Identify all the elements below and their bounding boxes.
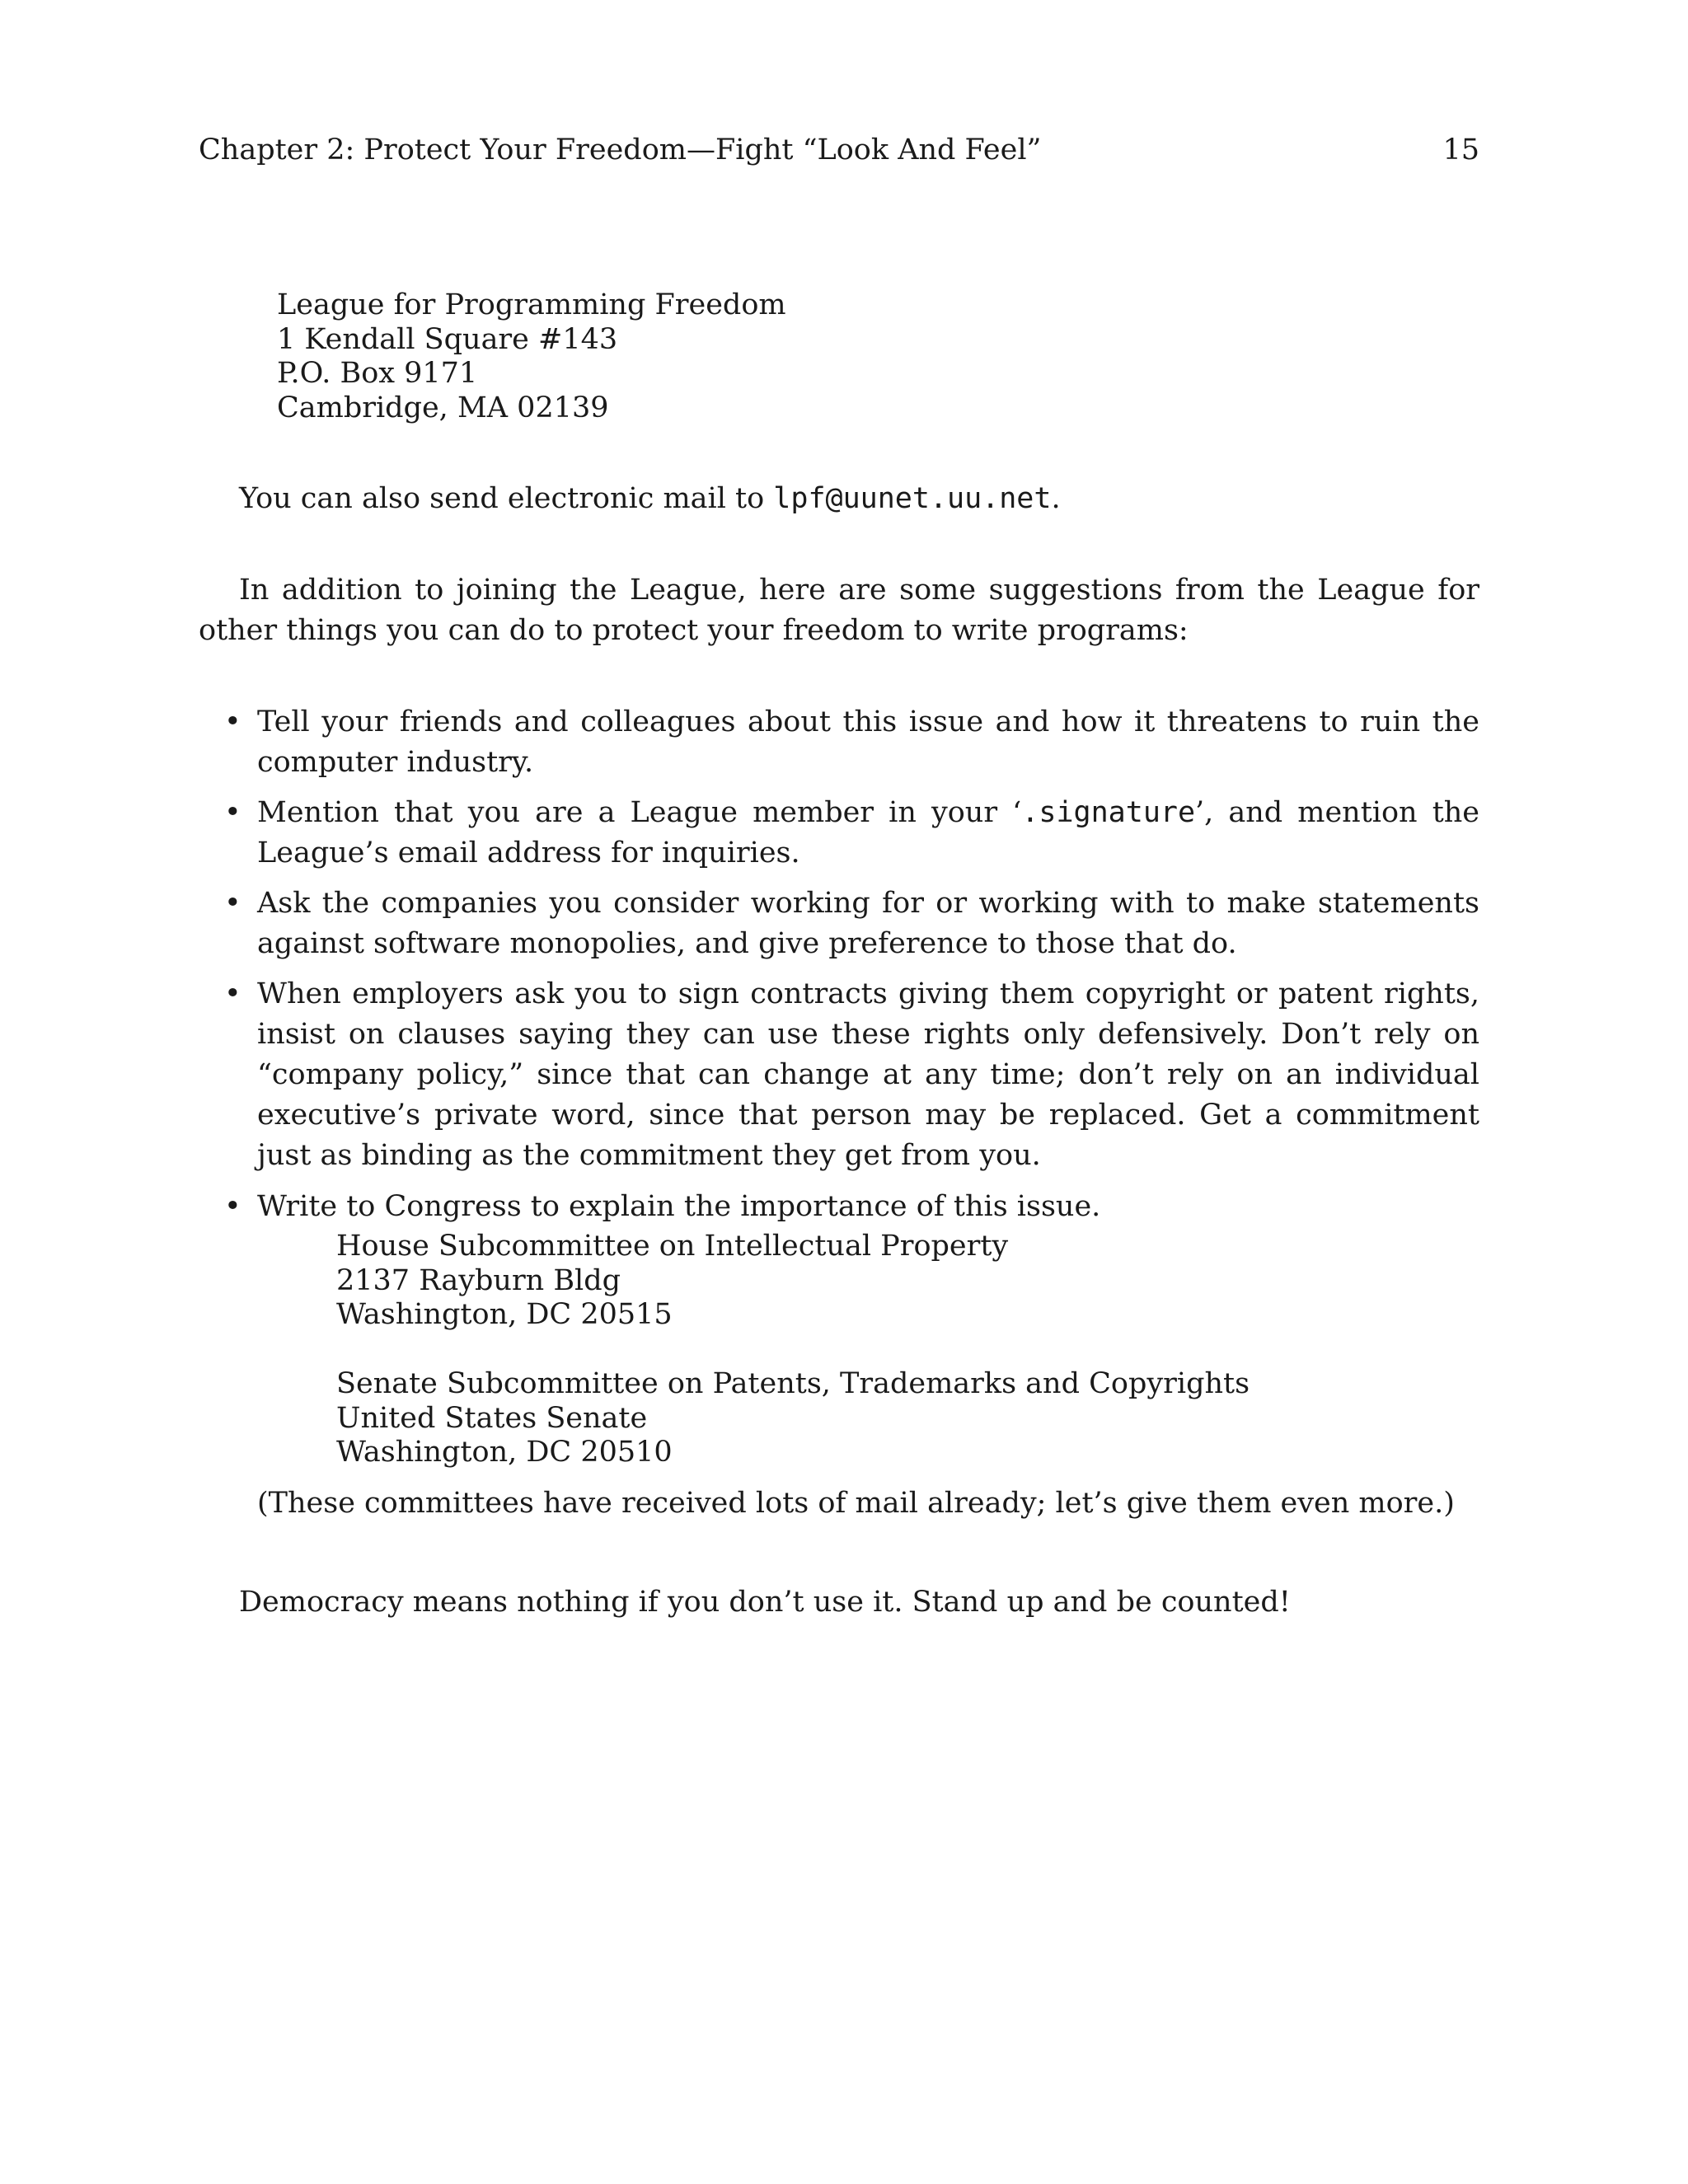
bullet-icon: • — [224, 977, 241, 1010]
address-line: House Subcommittee on Intellectual Property — [336, 1230, 1009, 1263]
signature-filename: .signature — [1021, 796, 1196, 829]
address-line: P.O. Box 9171 — [277, 357, 478, 390]
address-line: United States Senate — [336, 1401, 648, 1435]
house-address — [336, 1230, 1008, 1333]
running-header — [199, 132, 1479, 168]
address-line: Washington, DC 20515 — [336, 1298, 673, 1331]
address-line: 2137 Rayburn Bldg — [336, 1263, 621, 1297]
suggestion-text: When employers ask you to sign contracts giving them copyright or patent rights, insist on clauses saying they can use these rights only defensively. Don’t rely on “company policy,” since that can change at any time; don’t rely on an individual executive’s private word, since that person may be replaced. Get a commitment just as binding as the commitment they get from you. — [257, 977, 1479, 1172]
intro-paragraph: In addition to joining the League, here are some suggestions from the League for other things you can do to protect your freedom to write programs: — [199, 574, 1479, 647]
address-line: Senate Subcommittee on Patents, Trademarks and Copyrights — [336, 1367, 1250, 1400]
bullet-icon: • — [224, 796, 241, 829]
suggestion-text: Ask the companies you consider working for or working with to make statements against software monopolies, and give preference to those that do. — [257, 887, 1479, 960]
email-paragraph: You can also send electronic mail to lpf@uunet.uu.net. — [239, 482, 1061, 515]
bullet-icon: • — [224, 705, 241, 738]
list-item — [199, 793, 1479, 874]
closing-statement: Democracy means nothing if you don’t use it. Stand up and be counted! — [239, 1586, 1291, 1619]
list-item — [199, 1187, 1479, 1227]
list-item — [199, 974, 1479, 1176]
page-number: 15 — [1442, 134, 1479, 166]
suggestion-text: Write to Congress to explain the importance of this issue. — [257, 1190, 1101, 1223]
chapter-title: Chapter 2: Protect Your Freedom—Fight “Look And Feel” — [199, 134, 1042, 166]
address-line: League for Programming Freedom — [277, 288, 786, 321]
league-address — [277, 288, 786, 425]
bullet-icon: • — [224, 887, 241, 920]
senate-address — [336, 1367, 1250, 1470]
list-item — [199, 883, 1479, 964]
list-item — [199, 702, 1479, 783]
address-line: 1 Kendall Square #143 — [277, 322, 618, 356]
committees-note: (These committees have received lots of mail already; let’s give them even more.) — [257, 1487, 1455, 1520]
suggestion-text: Tell your friends and colleagues about this issue and how it threatens to ruin the computer industry. — [257, 705, 1479, 779]
bullet-icon: • — [224, 1190, 241, 1223]
suggestion-text: Mention that you are a League member in your ‘.signature’, and mention the League’s email address for inquiries. — [257, 796, 1480, 869]
address-line: Washington, DC 20510 — [336, 1436, 673, 1469]
address-line: Cambridge, MA 02139 — [277, 391, 609, 424]
email-address: lpf@uunet.uu.net — [773, 482, 1052, 515]
